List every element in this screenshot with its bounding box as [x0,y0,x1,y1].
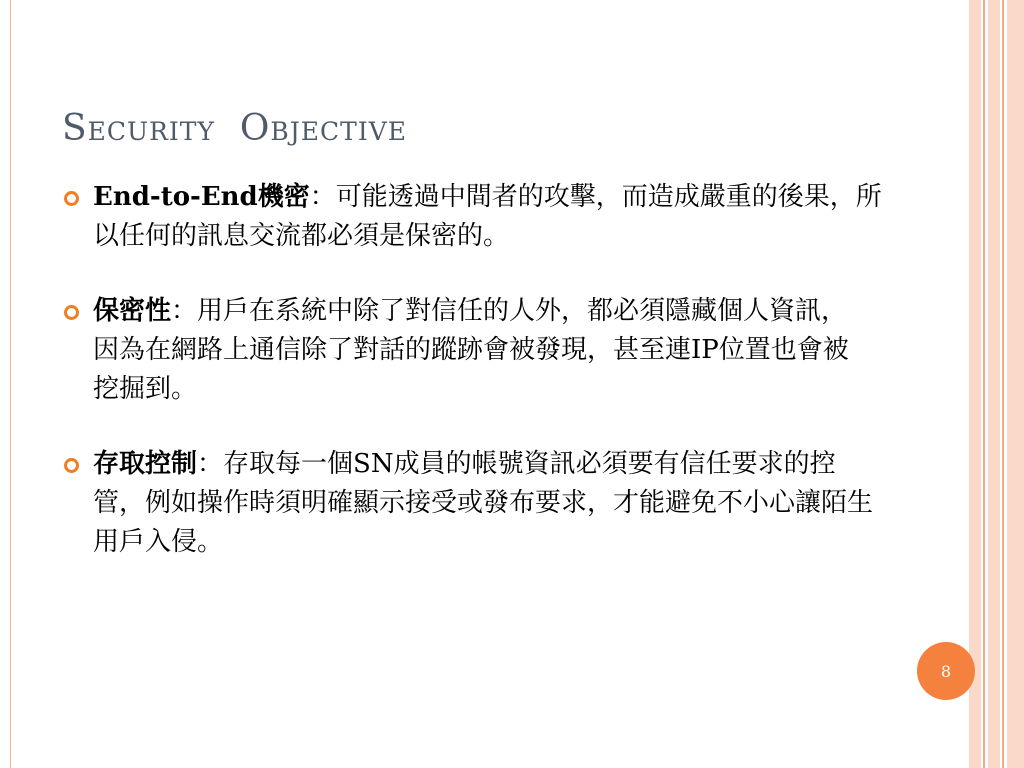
bullet-list [60,178,880,598]
title-word-objective: Objective [239,108,408,149]
bullet-ring-icon [64,458,79,473]
left-border-line [10,0,11,768]
bullet-text: ：存取每一個SN成員的帳號資訊必須要有信任要求的控管，例如操作時須明確顯示接受或發布要求，才能避免不小心讓陌生用戶入侵。 [93,449,874,557]
bullet-ring-icon [64,305,79,320]
bullet-text: ：可能透過中間者的攻擊，而造成嚴重的後果，所以任何的訊息交流都必須是保密的。 [93,182,882,251]
title-word-security: Security [62,108,215,149]
bullet-term: 保密性 [93,296,172,326]
bullet-item-confidentiality [60,292,873,409]
bullet-item-access-control [60,445,873,562]
slide-title [62,108,407,149]
bullet-text: ：用戶在系統中除了對信任的人外，都必須隱藏個人資訊，因為在網路上通信除了對話的蹤跡會被發現，甚至連IP位置也會被挖掘到。 [93,296,849,404]
bullet-item-end-to-end [60,178,883,256]
bullet-term: End-to-End機密 [93,182,310,212]
bullet-term: 存取控制 [93,449,198,479]
decorative-right-stripes [969,0,1024,768]
bullet-ring-icon [64,191,79,206]
page-number-badge: 8 [917,642,975,700]
